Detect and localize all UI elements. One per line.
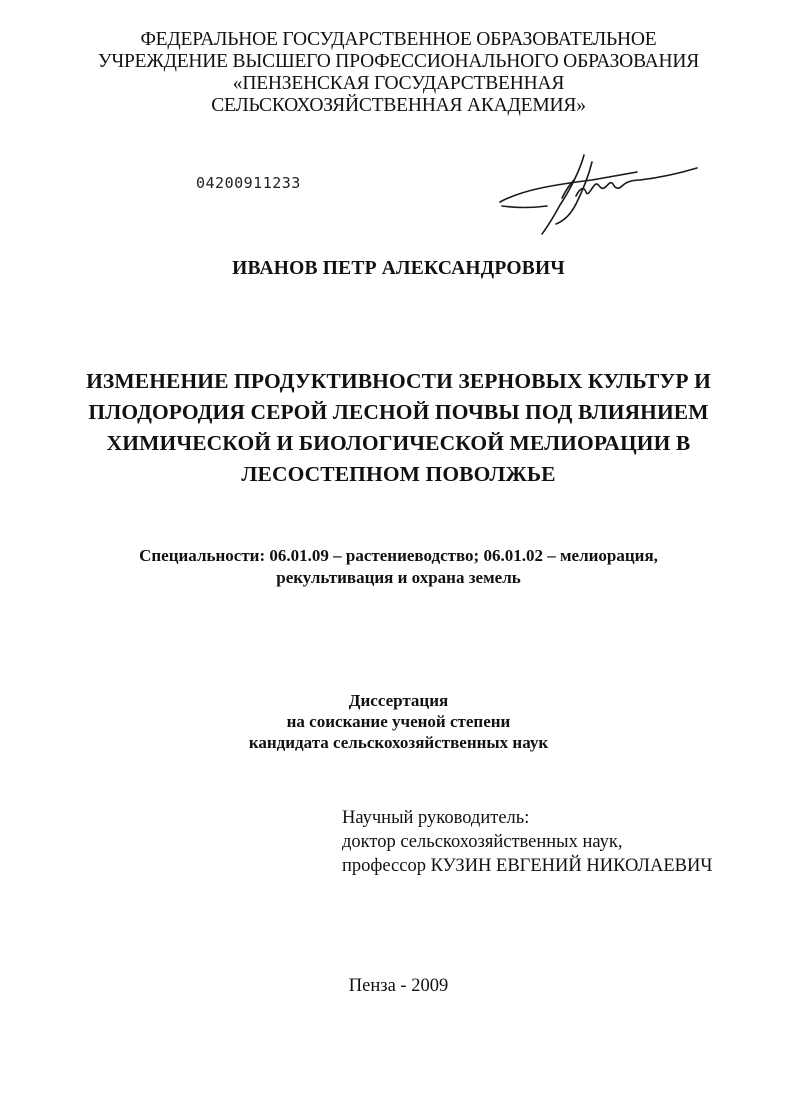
- supervisor-degree: доктор сельскохозяйственных наук,: [342, 832, 623, 852]
- dissertation-degree-line-1: на соискание ученой степени: [286, 712, 511, 731]
- title-line-3: ХИМИЧЕСКОЙ И БИОЛОГИЧЕСКОЙ МЕЛИОРАЦИИ В: [106, 431, 691, 455]
- title-line-1: ИЗМЕНЕНИЕ ПРОДУКТИВНОСТИ ЗЕРНОВЫХ КУЛЬТУР И: [86, 369, 711, 393]
- specialty-line-2: рекультивация и охрана земель: [276, 568, 521, 587]
- dissertation-degree-line-2: кандидата сельскохозяйственных наук: [248, 733, 549, 752]
- supervisor-name: профессор КУЗИН ЕВГЕНИЙ НИКОЛАЕВИЧ: [342, 856, 713, 876]
- specialty-line-1: Специальности: 06.01.09 – растениеводство; 06.01.02 – мелиорация,: [139, 546, 658, 565]
- city-year: Пенза - 2009: [348, 976, 449, 996]
- registration-code: 04200911233: [196, 174, 301, 192]
- institution-line-2: УЧРЕЖДЕНИЕ ВЫСШЕГО ПРОФЕССИОНАЛЬНОГО ОБРАЗОВАНИЯ: [97, 51, 700, 72]
- institution-line-4: СЕЛЬСКОХОЗЯЙСТВЕННАЯ АКАДЕМИЯ»: [211, 95, 586, 116]
- title-line-4: ЛЕСОСТЕПНОМ ПОВОЛЖЬЕ: [241, 462, 556, 486]
- institution-line-1: ФЕДЕРАЛЬНОЕ ГОСУДАРСТВЕННОЕ ОБРАЗОВАТЕЛЬНОЕ: [140, 29, 657, 50]
- title-line-2: ПЛОДОРОДИЯ СЕРОЙ ЛЕСНОЙ ПОЧВЫ ПОД ВЛИЯНИЕМ: [88, 400, 709, 424]
- author-name: ИВАНОВ ПЕТР АЛЕКСАНДРОВИЧ: [232, 258, 565, 279]
- supervisor-label: Научный руководитель:: [342, 808, 530, 828]
- signature-image: [492, 150, 702, 240]
- dissertation-type: Диссертация: [348, 691, 449, 710]
- institution-line-3: «ПЕНЗЕНСКАЯ ГОСУДАРСТВЕННАЯ: [232, 73, 565, 94]
